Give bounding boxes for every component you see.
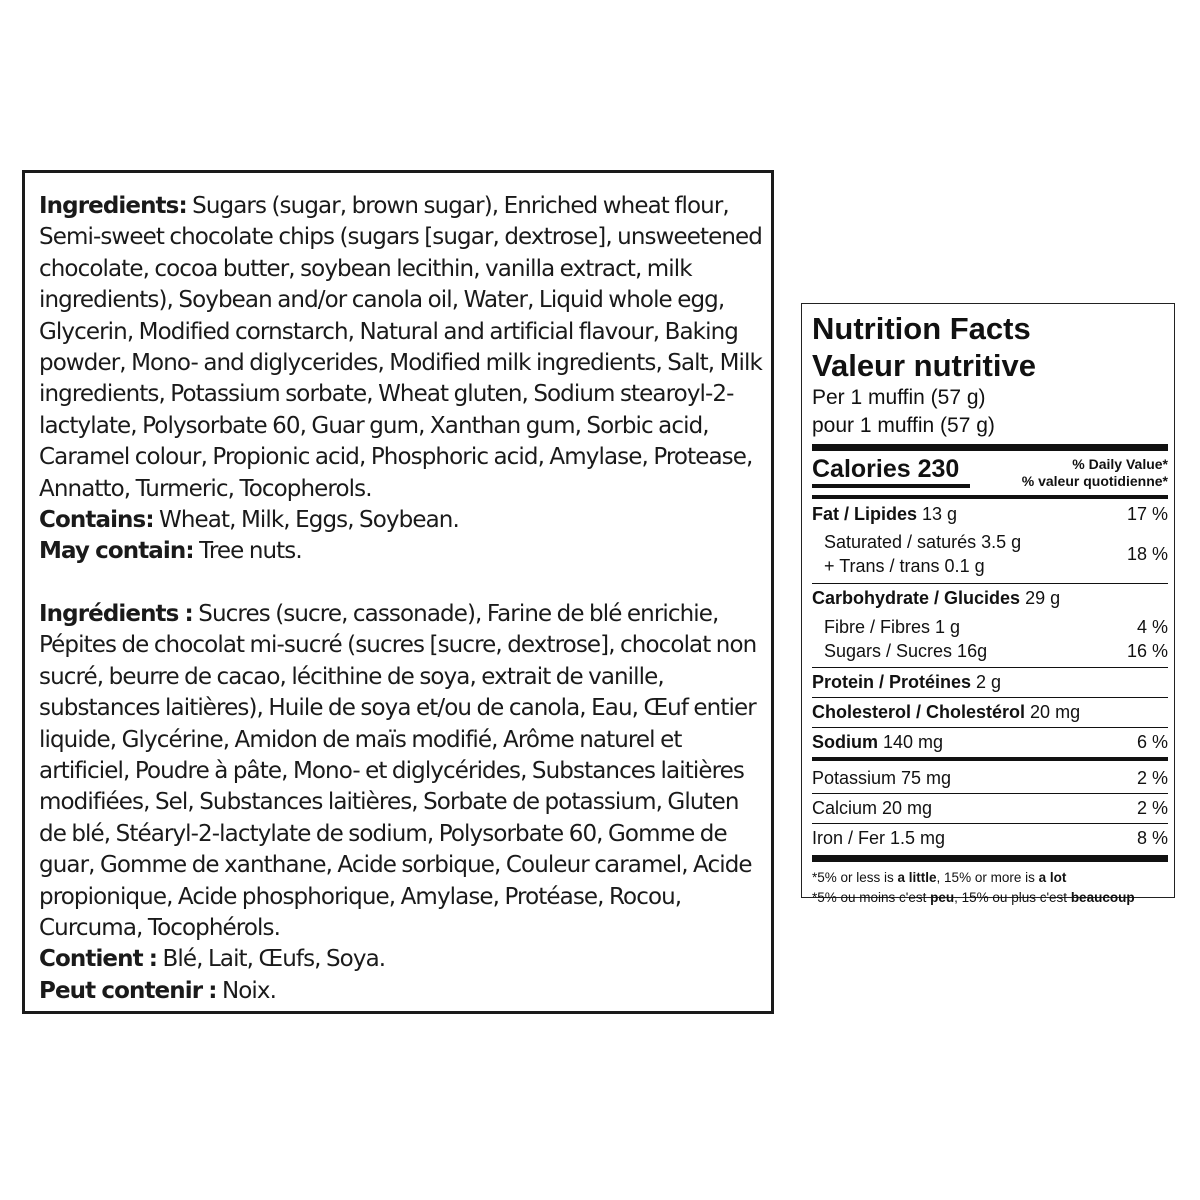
cholesterol-label: Cholesterol / Cholestérol: [812, 702, 1026, 722]
ingredients-fr-label: Ingrédients :: [39, 600, 193, 627]
spacer: [39, 568, 765, 599]
cholesterol-amount: 20 mg: [1025, 702, 1081, 722]
ingredients-fr-paragraph: [39, 599, 765, 944]
calories-underline: [812, 484, 970, 488]
sodium-row: [812, 728, 1168, 754]
footnote-en-little: a little: [897, 870, 937, 885]
sodium-label: Sodium: [812, 732, 878, 752]
contains-en-text: Wheat, Milk, Eggs, Soybean.: [153, 507, 459, 534]
iron-label: Iron / Fer 1.5 mg: [812, 828, 946, 848]
fat-row: [812, 499, 1168, 526]
calories-row: [812, 451, 1168, 489]
iron-dv: 8 %: [1136, 828, 1168, 848]
potassium-row: [812, 761, 1168, 790]
daily-value-en: % Daily Value*: [1072, 456, 1168, 472]
footnote-fr: [812, 888, 1168, 908]
serving-size-en: Per 1 muffin (57 g): [812, 386, 986, 409]
calcium-label: Calcium 20 mg: [812, 798, 933, 818]
ingredients-en-paragraph: [39, 191, 765, 505]
contains-en: [39, 505, 765, 536]
may-contain-en-label: May contain:: [39, 538, 194, 565]
nutrition-title-en: Nutrition Facts: [812, 311, 1031, 346]
footnote-en-lot: a lot: [1038, 870, 1067, 885]
may-contain-en: [39, 536, 765, 567]
sugars-row: [812, 639, 1168, 663]
sodium-amount: 140 mg: [878, 732, 944, 752]
footnote-fr-text: *5% ou moins c'est: [812, 890, 931, 905]
carbohydrate-amount: 29 g: [1020, 588, 1061, 608]
carbohydrate-row: [812, 584, 1168, 610]
fibre-dv: 4 %: [1136, 617, 1168, 637]
footnote-fr-peu: peu: [930, 890, 955, 905]
may-contain-fr-text: Noix.: [216, 977, 277, 1004]
footnote-fr-text: , 15% ou plus c'est: [954, 890, 1071, 905]
sodium-dv: 6 %: [1136, 732, 1168, 752]
daily-value-header: [1022, 456, 1168, 490]
may-contain-fr-label: Peut contenir :: [39, 977, 217, 1004]
protein-amount: 2 g: [971, 672, 1002, 692]
nutrition-facts-table: [801, 303, 1175, 905]
fat-label: Fat / Lipides: [812, 504, 918, 524]
contains-fr: [39, 944, 765, 975]
calcium-dv: 2 %: [1136, 798, 1168, 818]
footnote-en-text: *5% or less is: [812, 870, 898, 885]
fibre-label: Fibre / Fibres 1 g: [824, 617, 961, 637]
divider-thick: [812, 855, 1168, 862]
contains-en-label: Contains:: [39, 507, 154, 534]
contains-fr-text: Blé, Lait, Œufs, Soya.: [157, 946, 386, 973]
fibre-row: [812, 610, 1168, 639]
daily-value-fr: % valeur quotidienne*: [1021, 473, 1168, 489]
calcium-row: [812, 794, 1168, 820]
saturated-label: Saturated / saturés 3.5 g: [824, 532, 1022, 552]
fat-amount: 13 g: [917, 504, 958, 524]
footnote-en-text: , 15% or more is: [936, 870, 1039, 885]
sat-trans-dv: 18 %: [1126, 544, 1168, 564]
potassium-dv: 2 %: [1136, 768, 1168, 788]
footnote: [812, 868, 1168, 908]
ingredients-text: [39, 191, 765, 1007]
sugars-dv: 16 %: [1126, 641, 1168, 661]
cholesterol-row: [812, 698, 1168, 724]
sat-trans-row: [812, 526, 1168, 578]
protein-label: Protein / Protéines: [812, 672, 972, 692]
calories-label: Calories 230: [812, 455, 960, 483]
serving-size-fr: pour 1 muffin (57 g): [812, 414, 995, 437]
iron-row: [812, 824, 1168, 850]
ingredients-panel: [22, 170, 774, 1014]
ingredients-en-list: Sugars (sugar, brown sugar), Enriched wheat flour, Semi-sweet chocolate chips (sugars [sugar, dextrose], unsweetened chocolate, cocoa butter, soybean lecithin, vanilla extract, milk ingredients), Soybean and/or canola oil, Water, Liquid whole egg, Glycerin, Modified cornstarch, Natural and artificial flavour, Baking powder, Mono- and diglycerides, Modified milk ingredients, Salt, Milk ingredients, Potassium sorbate, Wheat gluten, Sodium stearoyl-2-lactylate, Polysorbate 60, Guar gum, Xanthan gum, Sorbic acid, Caramel colour, Propionic acid, Phosphoric acid, Amylase, Protease, Annatto, Turmeric, Tocopherols.: [39, 193, 763, 502]
may-contain-en-text: Tree nuts.: [193, 538, 302, 565]
fat-dv: 17 %: [1126, 504, 1168, 524]
divider-thick: [812, 444, 1168, 451]
sugars-label: Sugars / Sucres 16g: [824, 641, 988, 661]
ingredients-fr-list: Sucres (sucre, cassonade), Farine de blé enrichie, Pépites de chocolat mi-sucré (sucres [sucre, dextrose], chocolat non sucré, beurre de cacao, lécithine de soya, extrait de vanille, substances laitières), Huile de soya et/ou de canola, Eau, Œuf entier liquide, Glycérine, Amidon de maïs modifié, Arôme naturel et artificiel, Poudre à pâte, Mono- et diglycérides, Substances laitières modifiées, Sel, Substances laitières, Sorbate de potassium, Gluten de blé, Stéaryl-2-lactylate de sodium, Polysorbate 60, Gomme de guar, Gomme de xanthane, Acide sorbique, Couleur caramel, Acide propionique, Acide phosphorique, Amylase, Protéase, Rocou, Curcuma, Tocophérols.: [39, 600, 757, 941]
footnote-en: [812, 868, 1168, 888]
carbohydrate-label: Carbohydrate / Glucides: [812, 588, 1021, 608]
contains-fr-label: Contient :: [39, 946, 158, 973]
potassium-label: Potassium 75 mg: [812, 768, 952, 788]
may-contain-fr: [39, 976, 765, 1007]
ingredients-en-label: Ingredients:: [39, 193, 187, 219]
protein-row: [812, 668, 1168, 694]
nutrition-facts-content: [812, 310, 1168, 908]
trans-label: + Trans / trans 0.1 g: [824, 556, 985, 576]
footnote-fr-beaucoup: beaucoup: [1070, 890, 1135, 905]
nutrition-title-fr: Valeur nutritive: [812, 348, 1036, 383]
